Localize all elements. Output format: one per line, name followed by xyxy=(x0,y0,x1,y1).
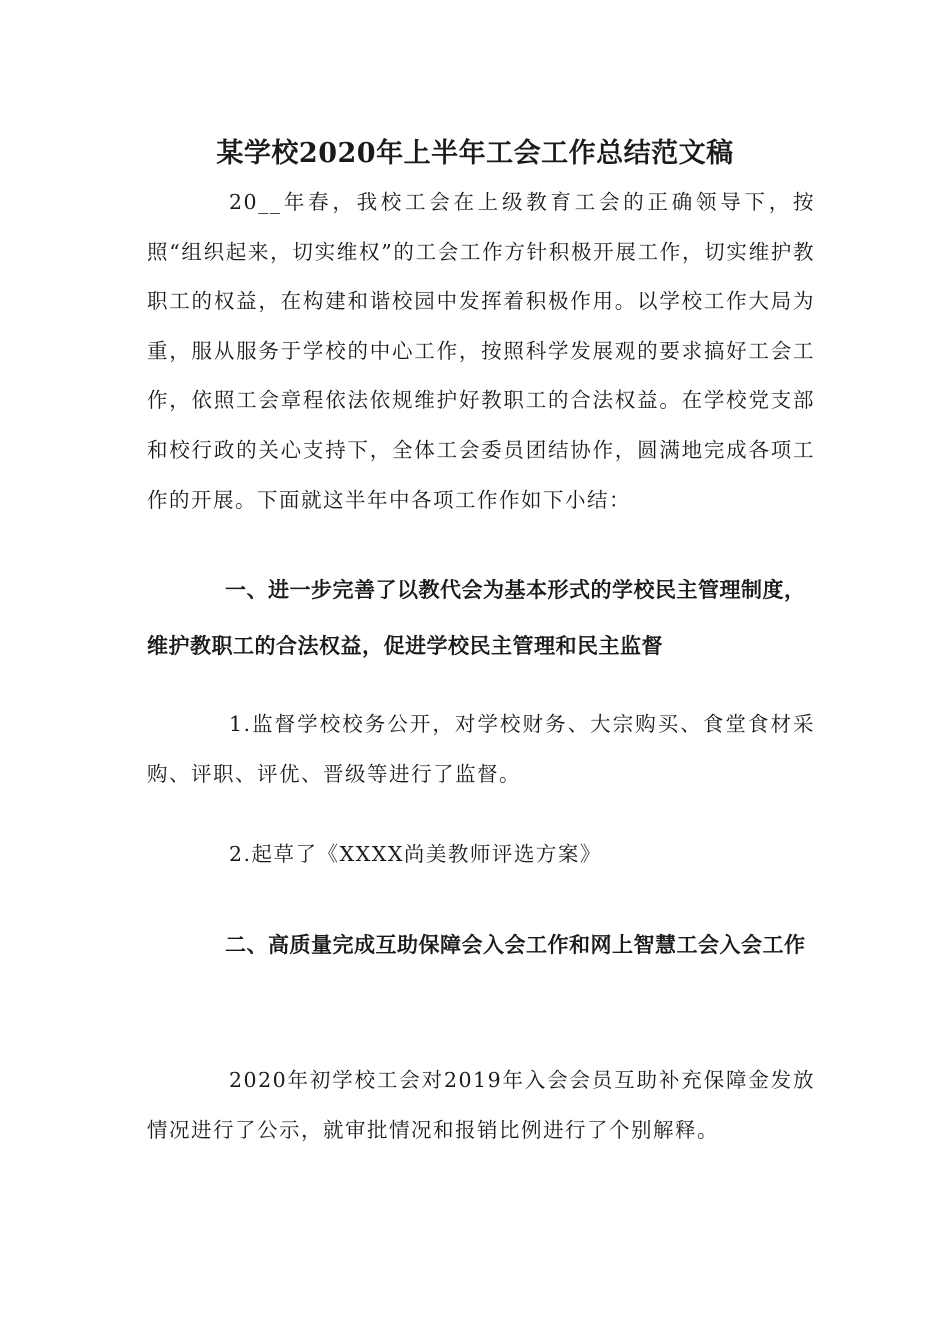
document-title: 某学校2020年上半年工会工作总结范文稿 xyxy=(216,138,734,169)
section-2-heading: 二、高质量完成互助保障会入会工作和网上智慧工会入会工作 xyxy=(225,932,806,957)
section-1-heading: 一、进一步完善了以教代会为基本形式的学校民主管理制度，维护教职工的合法权益，促进学校民主管理和民主监督 xyxy=(147,577,806,658)
intro-paragraph: 20__年春，我校工会在上级教育工会的正确领导下，按照“组织起来，切实维权”的工会工作方针积极开展工作，切实维护教职工的权益，在构建和谐校园中发挥着积极作用。以学校工作大局为重，服从服务于学校的中心工作，按照科学发展观的要求搞好工会工作，依照工会章程依法依规维护好教职工的合法权益。在学校党支部和校行政的关心支持下，全体工会委员团结协作，圆满地完成各项工作的开展。下面就这半年中各项工作作如下小结： xyxy=(147,190,815,512)
section-1-item-2: 2.起草了《XXXX尚美教师评选方案》 xyxy=(229,842,602,866)
section-1-item-1: 1.监督学校校务公开，对学校财务、大宗购买、食堂食材采购、评职、评优、晋级等进行了监督。 xyxy=(147,712,815,786)
section-2-paragraph: 2020年初学校工会对2019年入会会员互助补充保障金发放情况进行了公示，就审批情况和报销比例进行了个别解释。 xyxy=(147,1068,815,1142)
